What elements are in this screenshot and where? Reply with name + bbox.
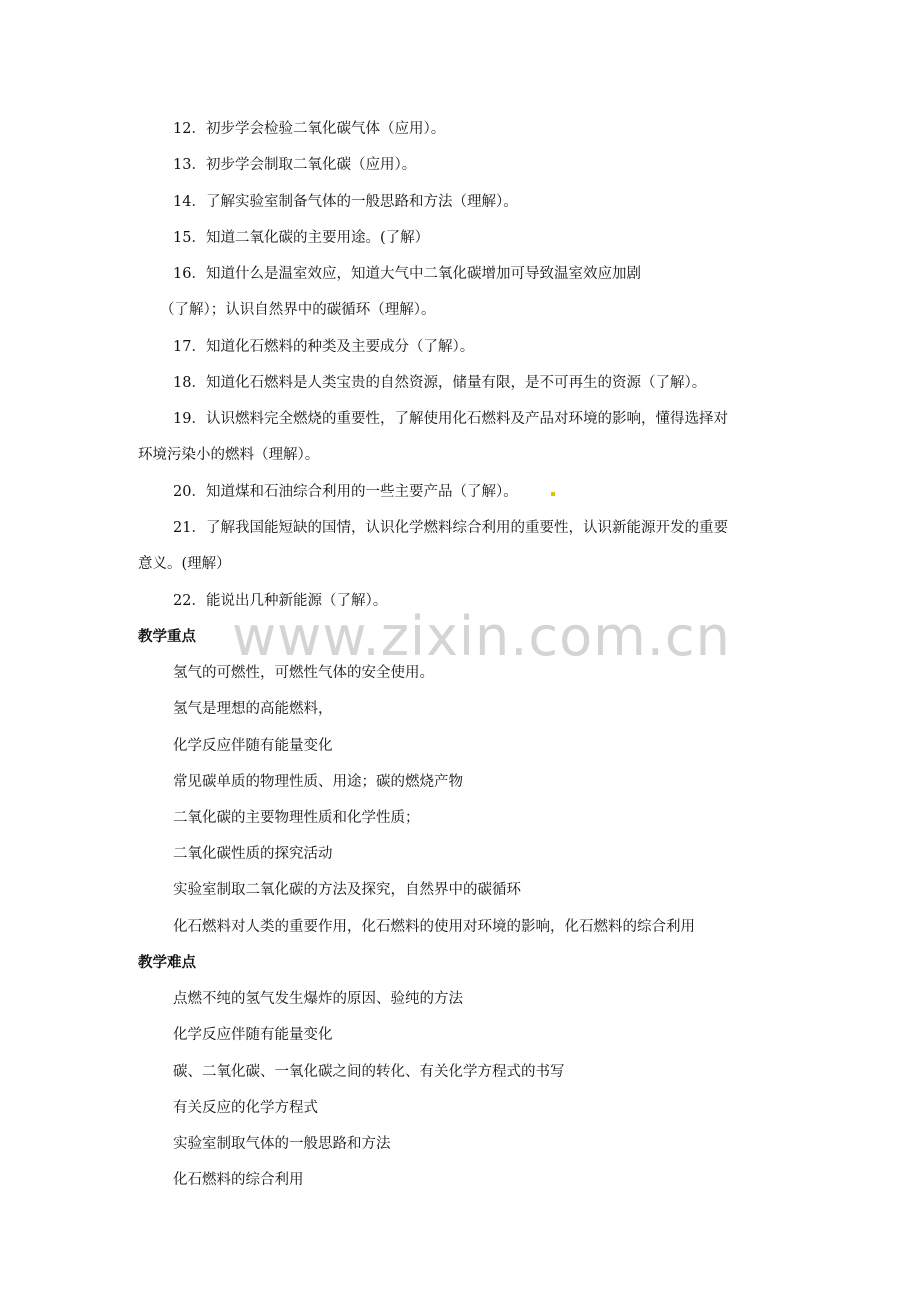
difficult-point-item: 化石燃料的综合利用 [173,1172,304,1188]
key-points-heading: 教学重点 [138,629,196,645]
objective-item: 19．认识燃料完全燃烧的重要性，了解使用化石燃料及产品对环境的影响，懂得选择对 [173,411,728,427]
objective-item: 18．知道化石燃料是人类宝贵的自然资源，储量有限，是不可再生的资源（了解）。 [173,375,707,391]
objective-item: 环境污染小的燃料（理解）。 [138,447,320,463]
key-point-item: 氢气是理想的高能燃料， [173,701,333,717]
objective-item: 21．了解我国能短缺的国情，认识化学燃料综合利用的重要性，认识新能源开发的重要 [173,520,728,536]
difficult-point-item: 有关反应的化学方程式 [173,1100,318,1116]
key-point-item: 实验室制取二氧化碳的方法及探究，自然界中的碳循环 [173,882,521,898]
objective-item: 14．了解实验室制备气体的一般思路和方法（理解）。 [173,194,518,210]
difficult-point-item: 碳、二氧化碳、一氧化碳之间的转化、有关化学方程式的书写 [173,1064,565,1080]
key-point-item: 氢气的可燃性，可燃性气体的安全使用。 [173,665,434,681]
key-point-item: 常见碳单质的物理性质、用途；碳的燃烧产物 [173,774,463,790]
objective-item: 22．能说出几种新能源（了解）。 [173,593,388,609]
difficult-point-item: 化学反应伴随有能量变化 [173,1027,333,1043]
objective-item: 20．知道煤和石油综合利用的一些主要产品（了解）。 [173,484,518,500]
key-point-item: 化石燃料对人类的重要作用，化石燃料的使用对环境的影响，化石燃料的综合利用 [173,919,695,935]
objective-item: 12．初步学会检验二氧化碳气体（应用）。 [173,121,446,137]
objective-item: 意义。(理解） [138,556,231,572]
objective-item: 13．初步学会制取二氧化碳（应用）。 [173,157,417,173]
key-point-item: 化学反应伴随有能量变化 [173,738,333,754]
difficult-point-item: 点燃不纯的氢气发生爆炸的原因、验纯的方法 [173,991,463,1007]
difficult-points-heading: 教学难点 [138,955,196,971]
key-point-item: 二氧化碳的主要物理性质和化学性质； [173,810,420,826]
highlight-mark [551,492,555,496]
watermark: www.zixin.com.cn [232,605,731,668]
key-point-item: 二氧化碳性质的探究活动 [173,846,333,862]
objective-item: （了解）；认识自然界中的碳循环（理解）。 [160,302,436,318]
objective-item: 17．知道化石燃料的种类及主要成分（了解）。 [173,339,475,355]
difficult-point-item: 实验室制取气体的一般思路和方法 [173,1136,391,1152]
objective-item: 16．知道什么是温室效应，知道大气中二氧化碳增加可导致温室效应加剧 [173,266,641,282]
objective-item: 15．知道二氧化碳的主要用途。(了解） [173,230,430,246]
